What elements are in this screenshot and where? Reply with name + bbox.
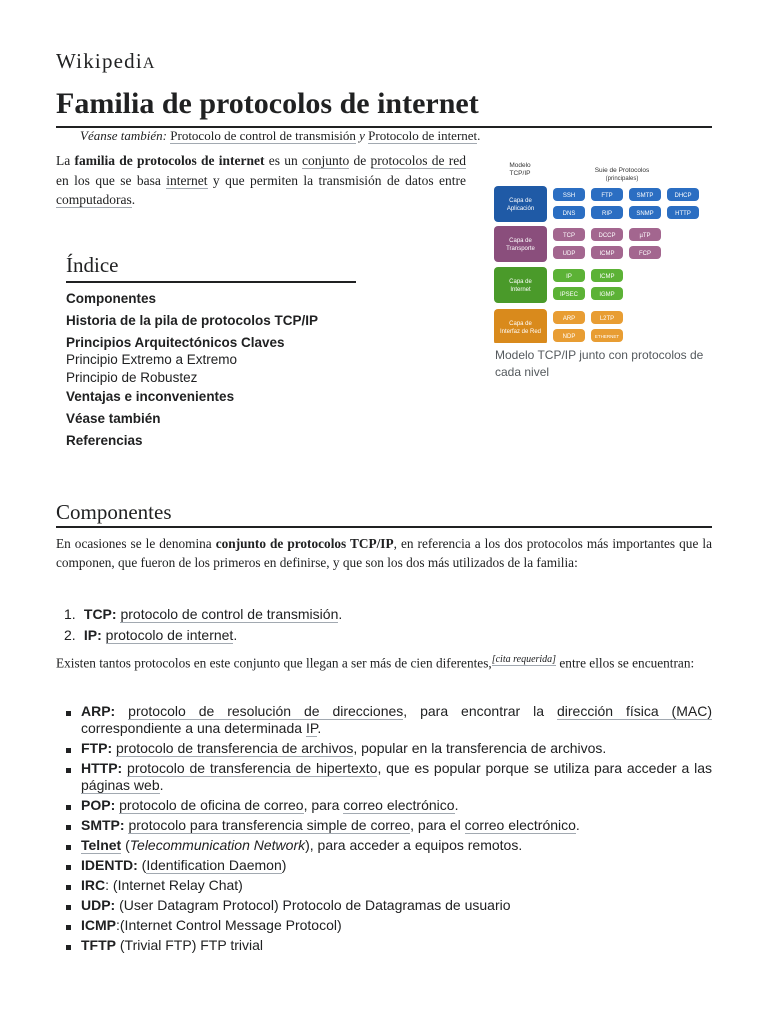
list-item	[81, 857, 712, 874]
list-text: , para el	[410, 817, 465, 833]
list-text: , popular en la transferencia de archivos.	[353, 740, 607, 756]
intro-text: es un	[264, 153, 303, 168]
link-telnet[interactable]: Telnet	[81, 837, 122, 853]
componentes-paragraph	[56, 534, 712, 572]
list-number: 2.	[64, 627, 76, 643]
list-text: :(Internet Control Message Protocol)	[116, 917, 342, 933]
protocol-label: FCP	[639, 251, 651, 257]
toc-item-ventajas[interactable]: Ventajas e inconvenientes	[66, 389, 235, 404]
layer-label: Aplicación	[506, 206, 535, 212]
protocol-label: IPSEC	[559, 292, 579, 298]
figure-caption: Modelo TCP/IP junto con protocolos de cada nivel	[495, 348, 704, 379]
list-label: TCP:	[83, 606, 117, 622]
protocol-label: DHCP	[674, 193, 692, 199]
citation-needed-link[interactable]: [cita requerida]	[491, 654, 557, 665]
list-link[interactable]: protocolo de oficina de correo	[119, 797, 304, 813]
intro-text: en los que se basa	[56, 172, 167, 188]
list-link[interactable]: protocolo de resolución de direcciones	[128, 703, 404, 719]
protocol-label: µTP	[639, 233, 651, 239]
model-label: TCP/IP	[509, 170, 531, 177]
list-link[interactable]: páginas web	[81, 777, 160, 793]
protocols-intro-paragraph	[56, 650, 712, 673]
intro-bold-term: familia de protocolos de internet	[74, 153, 265, 168]
list-text	[115, 703, 128, 719]
list-text-italic: Telecommunication Network	[129, 837, 306, 853]
hatnote	[80, 128, 480, 144]
list-link[interactable]: protocolo para transferencia simple de correo	[128, 817, 411, 833]
protocols-list	[81, 703, 712, 957]
intro-text: La	[56, 153, 75, 168]
paragraph-text: , en referencia a los dos protocolos más importantes que la componen, que fueron de los primeros en definirse, y que son los dos más utilizados de la familia:	[56, 536, 712, 570]
list-text: )	[281, 857, 287, 873]
table-of-contents	[66, 251, 356, 455]
list-text: : (Internet Relay Chat)	[105, 877, 243, 893]
tcpip-diagram[interactable]	[493, 158, 713, 343]
list-text: , que es popular porque se utiliza para acceder a las	[377, 760, 712, 776]
list-label: IRC	[81, 877, 106, 893]
list-label: UDP:	[81, 897, 116, 913]
list-text: .	[159, 777, 164, 793]
toc-item-componentes[interactable]: Componentes	[66, 291, 157, 306]
layer-label: Capa de	[509, 198, 532, 204]
bold-term: conjunto de protocolos TCP/IP	[215, 536, 394, 551]
list-label: FTP:	[81, 740, 113, 756]
list-link[interactable]: dirección física (MAC)	[556, 703, 712, 719]
list-item	[81, 797, 712, 814]
suite-label: Suie de Protocolos	[594, 167, 650, 174]
list-label: ARP:	[81, 703, 116, 719]
paragraph-text: En ocasiones se le denomina	[56, 536, 216, 551]
toc-subitem-robustez[interactable]: Principio de Robustez	[66, 370, 198, 385]
list-link[interactable]: protocolo de transferencia de archivos	[116, 740, 354, 756]
intro-text: de	[349, 153, 371, 168]
tcpip-figure	[493, 158, 713, 381]
list-text: (User Datagram Protocol) Protocolo de Datagramas de usuario	[115, 897, 511, 913]
layer-box	[494, 267, 547, 303]
toc-subitem-extremo[interactable]: Principio Extremo a Extremo	[66, 352, 238, 367]
link-internet[interactable]: internet	[166, 172, 208, 188]
model-label: Modelo	[509, 162, 531, 169]
hatnote-link-tcp[interactable]: Protocolo de control de transmisión	[170, 128, 356, 143]
protocol-label: UDP	[562, 251, 576, 257]
list-text: .	[454, 797, 459, 813]
protocol-label: SMTP	[636, 193, 654, 199]
paragraph-text: Existen tantos protocolos en este conjunto que llegan a ser más de cien diferentes,	[56, 655, 492, 671]
toc-item-referencias[interactable]: Referencias	[66, 433, 143, 448]
list-text: , para	[303, 797, 344, 813]
protocol-label: ICMP	[599, 274, 615, 280]
protocol-label: IP	[566, 274, 572, 280]
list-item	[81, 817, 712, 834]
toc-item-historia[interactable]: Historia de la pila de protocolos TCP/IP	[66, 313, 319, 328]
layer-label: Internet	[510, 287, 531, 293]
protocol-label: ETHERNET	[594, 334, 620, 339]
list-text: .	[233, 627, 238, 643]
protocol-label: RIP	[601, 211, 613, 217]
intro-text: y que permiten la transmisión de datos entre	[207, 172, 466, 188]
page-title: Familia de protocolos de internet	[56, 87, 479, 120]
list-item	[81, 837, 712, 854]
list-label: HTTP:	[81, 760, 123, 776]
protocol-label: HTTP	[675, 211, 691, 217]
protocol-label: DNS	[562, 211, 576, 217]
list-item	[81, 917, 712, 934]
list-item	[64, 604, 343, 625]
wikipedia-logo[interactable]	[56, 49, 156, 74]
list-label: ICMP	[81, 917, 116, 933]
list-item	[81, 760, 712, 794]
section-divider	[56, 526, 712, 528]
logo-text-end: A	[142, 55, 156, 72]
layer-label: Capa de	[509, 238, 532, 244]
protocol-label: ICMP	[599, 251, 615, 257]
link-protocolos-de-red[interactable]: protocolos de red	[370, 153, 466, 168]
intro-paragraph	[56, 151, 466, 210]
list-link[interactable]: correo electrónico	[464, 817, 576, 833]
protocol-label: ARP	[562, 316, 576, 322]
list-text: , para encontrar la	[403, 703, 557, 719]
list-item	[81, 703, 712, 737]
logo-text: Wikipedi	[56, 49, 143, 73]
list-label: IDENTD:	[81, 857, 138, 873]
protocol-label: DCCP	[598, 233, 616, 239]
list-text: (	[137, 857, 147, 873]
list-text: (	[121, 837, 130, 853]
list-link[interactable]: Identification Daemon	[146, 857, 282, 873]
toc-title: Índice	[66, 251, 356, 283]
hatnote-prefix: Véanse también:	[80, 128, 168, 143]
section-title-componentes: Componentes	[56, 500, 172, 524]
layer-label: Transporte	[506, 246, 535, 252]
protocol-label: IGMP	[599, 292, 615, 298]
protocol-label: SSH	[562, 193, 576, 199]
layer-label: Capa de	[509, 279, 532, 285]
list-item	[81, 877, 712, 894]
list-label: SMTP:	[81, 817, 125, 833]
list-label: TFTP	[81, 937, 116, 953]
list-text: ), para acceder a equipos remotos.	[305, 837, 523, 853]
list-text: .	[338, 606, 343, 622]
intro-text: .	[131, 192, 136, 207]
list-label: POP:	[81, 797, 116, 813]
hatnote-suffix: .	[477, 128, 481, 143]
protocol-label: L2TP	[599, 316, 615, 322]
list-link[interactable]: protocolo de transferencia de hipertexto	[127, 760, 378, 776]
list-link[interactable]: IP	[305, 720, 318, 736]
list-link[interactable]: correo electrónico	[343, 797, 455, 813]
link-computadoras[interactable]: computadoras	[56, 192, 132, 207]
list-number: 1.	[64, 606, 76, 622]
layer-box	[494, 226, 547, 262]
protocol-label: NDP	[562, 334, 576, 340]
suite-label: (principales)	[605, 176, 639, 182]
list-text: (Trivial FTP) FTP trivial	[116, 937, 263, 953]
hatnote-link-ip[interactable]: Protocolo de internet	[368, 128, 478, 143]
toc-item-principios[interactable]: Principios Arquitectónicos Claves	[66, 335, 285, 350]
list-item	[64, 625, 342, 646]
protocol-label: TCP	[563, 233, 575, 239]
list-item	[81, 897, 712, 914]
protocol-label: SNMP	[636, 211, 654, 217]
layer-label: Interfaz de Red	[499, 329, 542, 335]
layer-box	[494, 186, 547, 222]
paragraph-text: entre ellos se encuentran:	[556, 655, 695, 671]
list-item	[81, 937, 712, 954]
list-label: IP:	[83, 627, 102, 643]
list-text: .	[575, 817, 580, 833]
link-ip[interactable]: protocolo de internet	[105, 627, 234, 643]
main-protocols-list	[64, 604, 343, 646]
list-text: .	[317, 720, 322, 736]
list-text: correspondiente a una determinada	[81, 720, 306, 736]
toc-item-vease[interactable]: Véase también	[66, 411, 161, 426]
protocol-label: FTP	[601, 193, 613, 199]
list-item	[81, 740, 712, 757]
link-tcp[interactable]: protocolo de control de transmisión	[120, 606, 339, 622]
hatnote-joiner: y	[359, 128, 365, 143]
layer-label: Capa de	[509, 321, 532, 327]
link-conjunto[interactable]: conjunto	[302, 153, 350, 168]
